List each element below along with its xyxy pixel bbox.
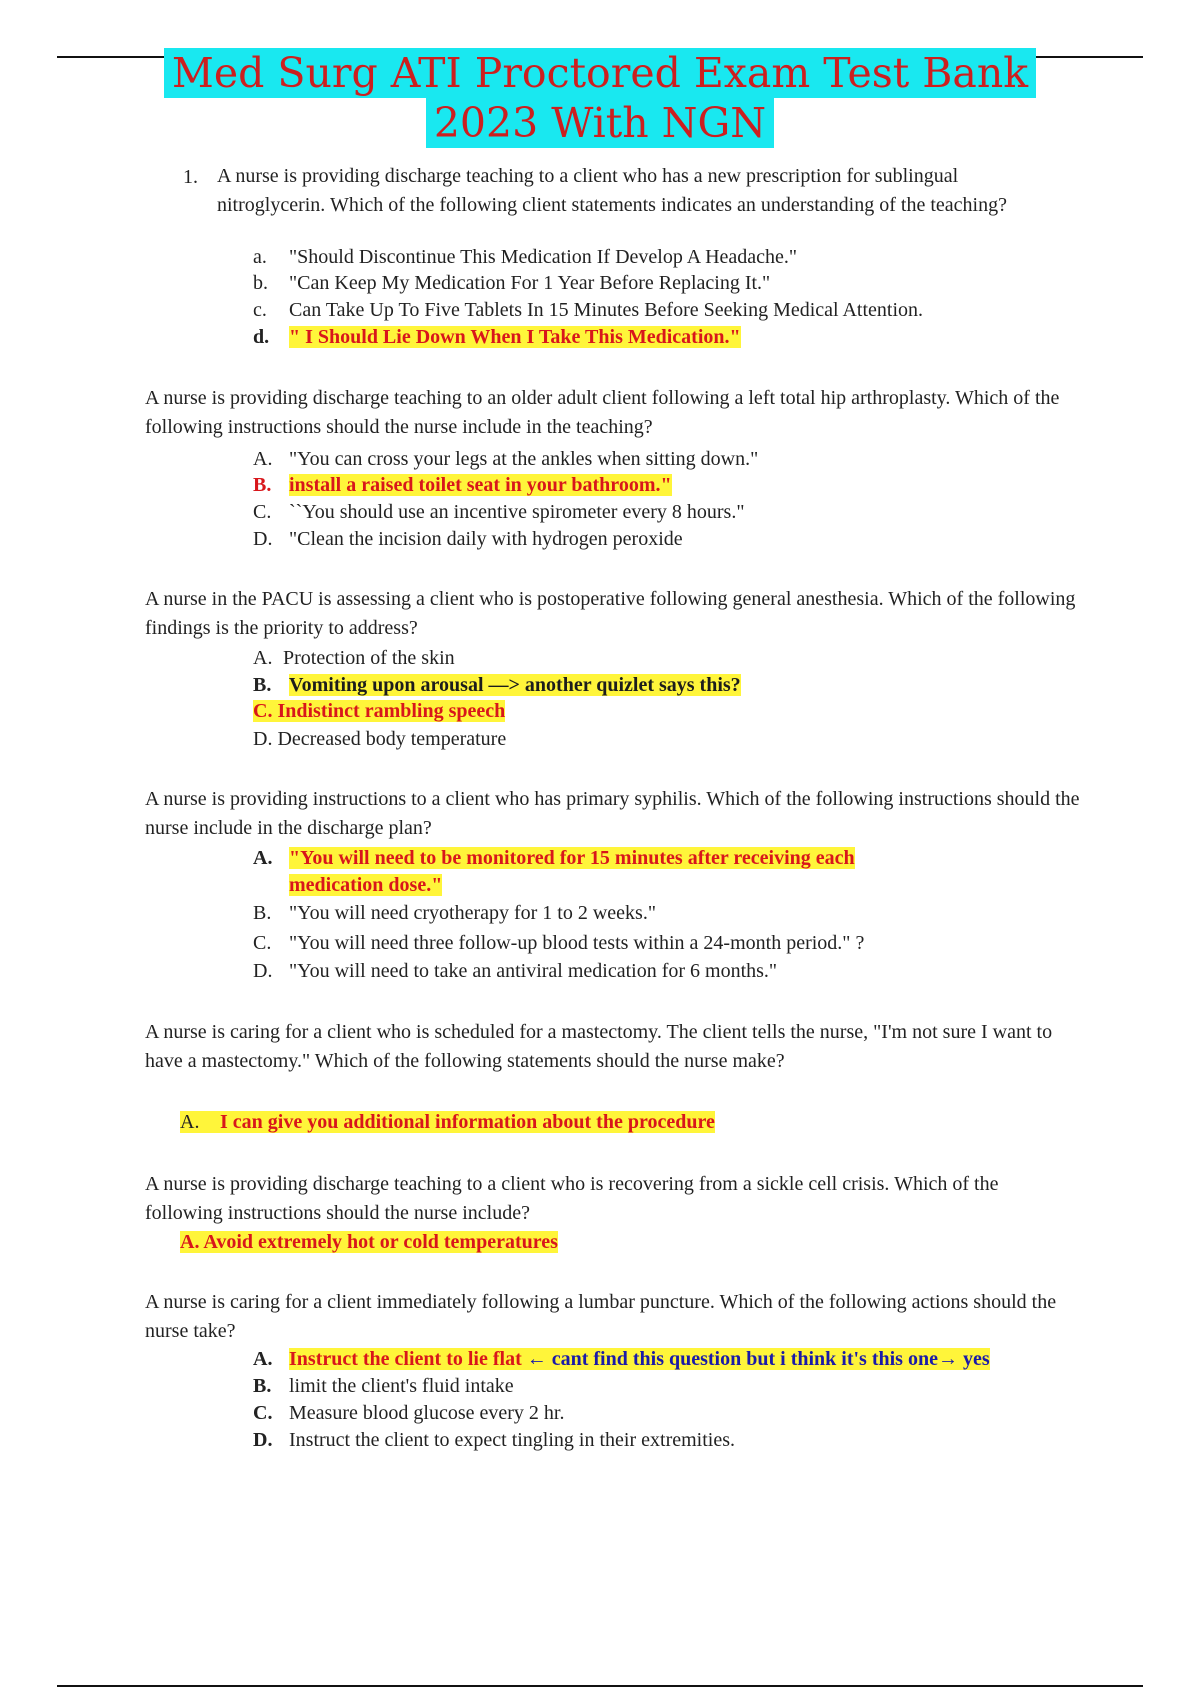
answer-option: C. Measure blood glucose every 2 hr. bbox=[253, 1402, 565, 1424]
correct-answer-option: C. Indistinct rambling speech bbox=[253, 700, 506, 722]
answer-option: D. Decreased body temperature bbox=[253, 728, 507, 750]
answer-option: b. "Can Keep My Medication For 1 Year Before Replacing It." bbox=[253, 272, 771, 294]
title-line-2: 2023 With NGN bbox=[426, 98, 774, 148]
question-number: 1. bbox=[183, 166, 198, 188]
answer-option: B. "You will need cryotherapy for 1 to 2 weeks." bbox=[253, 902, 657, 924]
answer-option: C. "You will need three follow-up blood tests within a 24-month period." ? bbox=[253, 932, 865, 954]
correct-answer-option: A. I can give you additional information about the procedure bbox=[180, 1111, 715, 1133]
title-line-1: Med Surg ATI Proctored Exam Test Bank bbox=[164, 48, 1036, 98]
answer-option: D. "Clean the incision daily with hydrogen peroxide bbox=[253, 528, 683, 550]
answer-option: D. Instruct the client to expect tingling in their extremities. bbox=[253, 1429, 735, 1451]
answer-option: C. ``You should use an incentive spirometer every 8 hours." bbox=[253, 501, 745, 523]
answer-option: A. Protection of the skin bbox=[253, 647, 455, 669]
annotation-note: ← cant find this question but i think it's this one→ yes bbox=[521, 1348, 990, 1370]
question-stem: A nurse is providing discharge teaching to a client who has a new prescription for sublingual nitroglycerin. Which of the following client statements indicates an understanding of the teaching? bbox=[217, 165, 1007, 216]
correct-answer-option: B. install a raised toilet seat in your bathroom." bbox=[253, 474, 672, 496]
answer-option: D. "You will need to take an antiviral medication for 6 months." bbox=[253, 960, 778, 982]
correct-answer-option: A. Avoid extremely hot or cold temperatures bbox=[180, 1231, 558, 1253]
answer-option: A. "You can cross your legs at the ankles when sitting down." bbox=[253, 448, 759, 470]
answer-option: c. Can Take Up To Five Tablets In 15 Minutes Before Seeking Medical Attention. bbox=[253, 299, 924, 321]
correct-answer-option: d. " I Should Lie Down When I Take This Medication." bbox=[253, 326, 741, 348]
bottom-rule bbox=[57, 1685, 1143, 1687]
question-stem: A nurse is caring for a client immediately following a lumbar puncture. Which of the following actions should the nurse take? bbox=[145, 1291, 1057, 1342]
question-stem: A nurse is providing instructions to a client who has primary syphilis. Which of the following instructions should the nurse include in the discharge plan? bbox=[145, 788, 1080, 839]
document-title bbox=[0, 48, 1200, 148]
question-stem: A nurse in the PACU is assessing a client who is postoperative following general anesthesia. Which of the following findings is the priority to address? bbox=[145, 588, 1076, 639]
question-stem: A nurse is caring for a client who is scheduled for a mastectomy. The client tells the nurse, "I'm not sure I want to have a mastectomy." Which of the following statements should the nurse make? bbox=[145, 1021, 1053, 1072]
question-stem: A nurse is providing discharge teaching to an older adult client following a left total hip arthroplasty. Which of the following instructions should the nurse include in the teaching? bbox=[145, 387, 1060, 438]
correct-answer-option-continued: medication dose." bbox=[289, 874, 443, 896]
answer-option: B. limit the client's fluid intake bbox=[253, 1375, 514, 1397]
question-stem: A nurse is providing discharge teaching to a client who is recovering from a sickle cell crisis. Which of the following instructions should the nurse include? bbox=[145, 1173, 999, 1224]
correct-answer-option: A. "You will need to be monitored for 15 minutes after receiving each bbox=[253, 847, 855, 869]
correct-answer-option: A. Instruct the client to lie flat ← cant find this question but i think it's this one→ yes bbox=[253, 1348, 990, 1370]
answer-option: a. "Should Discontinue This Medication If Develop A Headache." bbox=[253, 246, 798, 268]
answer-option: B. Vomiting upon arousal —> another quizlet says this? bbox=[253, 674, 741, 696]
